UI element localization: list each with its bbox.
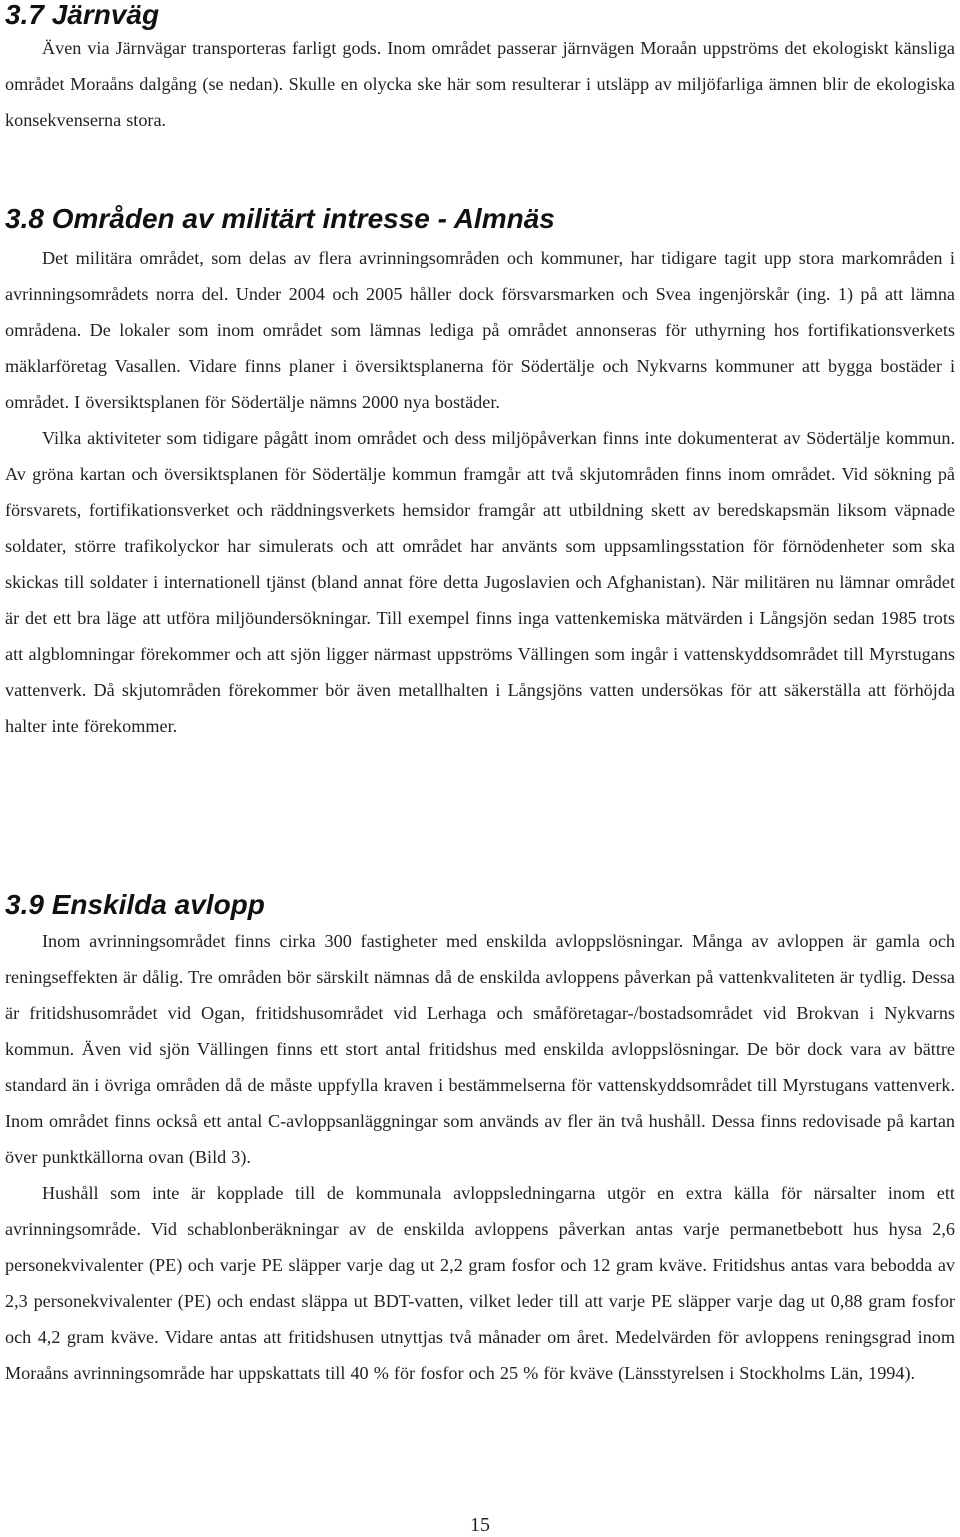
paragraph: Även via Järnvägar transporteras farligt gods. Inom området passerar järnvägen Moraån uppströms det ekologiskt känsliga området Moraåns dalgång (se nedan). Skulle en olycka ske här som resulterar i utsläpp av miljöfarliga ämnen blir de ekologiska konsekvenserna stora. xyxy=(5,38,955,130)
section-heading-jarnvag: 3.7 Järnväg xyxy=(5,0,160,30)
paragraph: Inom avrinningsområdet finns cirka 300 fastigheter med enskilda avloppslösningar. Många av avloppen är gamla och reningseffekten är dålig. Tre områden bör särskilt nämnas då de enskilda avloppens påverkan på vattenkvaliteten är tydlig. Dessa är fritidshusområdet vid Ogan, fritidshusområdet vid Lerhaga och småföretagar-/bostadsområdet vid Brokvan i Nykvarns kommun. Även vid sjön Vällingen finns ett stort antal fritidshus med enskilda avloppslösningar. De bör dock vara av bättre standard än i övriga områden då de måste uppfylla kraven i bestämmelserna för vattenskyddsområdet till Myrstugans vattenverk. Inom området finns också ett antal C-avloppsanläggningar som används av fler än två hushåll. Dessa finns redovisade på kartan över punktkällorna ovan (Bild 3). xyxy=(5,931,955,1167)
section-body-militart-intresse xyxy=(0,240,960,744)
section-body-enskilda-avlopp xyxy=(0,923,960,1391)
paragraph: Vilka aktiviteter som tidigare pågått inom området och dess miljöpåverkan finns inte dokumenterat av Södertälje kommun. Av gröna kartan och översiktsplanen för Södertälje kommun framgår att två skjutområden finns inom området. Vid sökning på försvarets, fortifikationsverket och räddningsverkets hemsidor framgår att utbildning skett av beredskapsmän liksom väpnade soldater, större trafikolyckor har simulerats och att området har använts som uppsamlingsstation för förnödenheter som ska skickas till soldater i internationell tjänst (bland annat före detta Jugoslavien och Afghanistan). När militären nu lämnar området är det ett bra läge att utföra miljöundersökningar. Till exempel finns inga vattenkemiska mätvärden i Långsjön sedan 1985 trots att algblomningar förekommer och att sjön ligger närmast uppströms Vällingen som ingår i vattenskyddsområdet till Myrstugans vattenverk. Då skjutområden förekommer bör även metallhalten i Långsjöns vatten undersökas för att säkerställa att förhöjda halter inte förekommer. xyxy=(5,428,955,736)
paragraph: Hushåll som inte är kopplade till de kommunala avloppsledningarna utgör en extra källa för närsalter inom ett avrinningsområde. Vid schablonberäkningar av de enskilda avloppens påverkan antas varje permanetbebott hus hysa 2,6 personekvivalenter (PE) och varje PE släpper varje dag ut 2,2 gram fosfor och 12 gram kväve. Fritidshus antas vara bebodda av 2,3 personekvivalenter (PE) och endast släppa ut BDT-vatten, vilket leder till att varje PE släpper varje dag ut 0,88 gram fosfor och 4,2 gram kväve. Vidare antas att fritidshusen utnyttjas två månader om året. Medelvärden för avloppens reningsgrad inom Moraåns avrinningsområde har uppskattats till 40 % för fosfor och 25 % för kväve (Länsstyrelsen i Stockholms Län, 1994). xyxy=(5,1183,955,1383)
section-body-jarnvag xyxy=(0,30,960,138)
section-heading-enskilda-avlopp: 3.9 Enskilda avlopp xyxy=(5,889,265,920)
paragraph: Det militära området, som delas av flera avrinningsområden och kommuner, har tidigare tagit upp stora markområden i avrinningsområdets norra del. Under 2004 och 2005 håller dock försvarsmarken och Svea ingenjörskår (ing. 1) på att lämna områdena. De lokaler som inom området som lämnas lediga på området annonseras för uthyrning hos fortifikationsverkets mäklarföretag Vasallen. Vidare finns planer i översiktsplanerna för Södertälje och Nykvarns kommuner att bygga bostäder i området. I översiktsplanen för Södertälje nämns 2000 nya bostäder. xyxy=(5,248,955,412)
page-number: 15 xyxy=(470,1514,490,1536)
section-heading-militart-intresse: 3.8 Områden av militärt intresse - Almnäs xyxy=(5,203,555,234)
